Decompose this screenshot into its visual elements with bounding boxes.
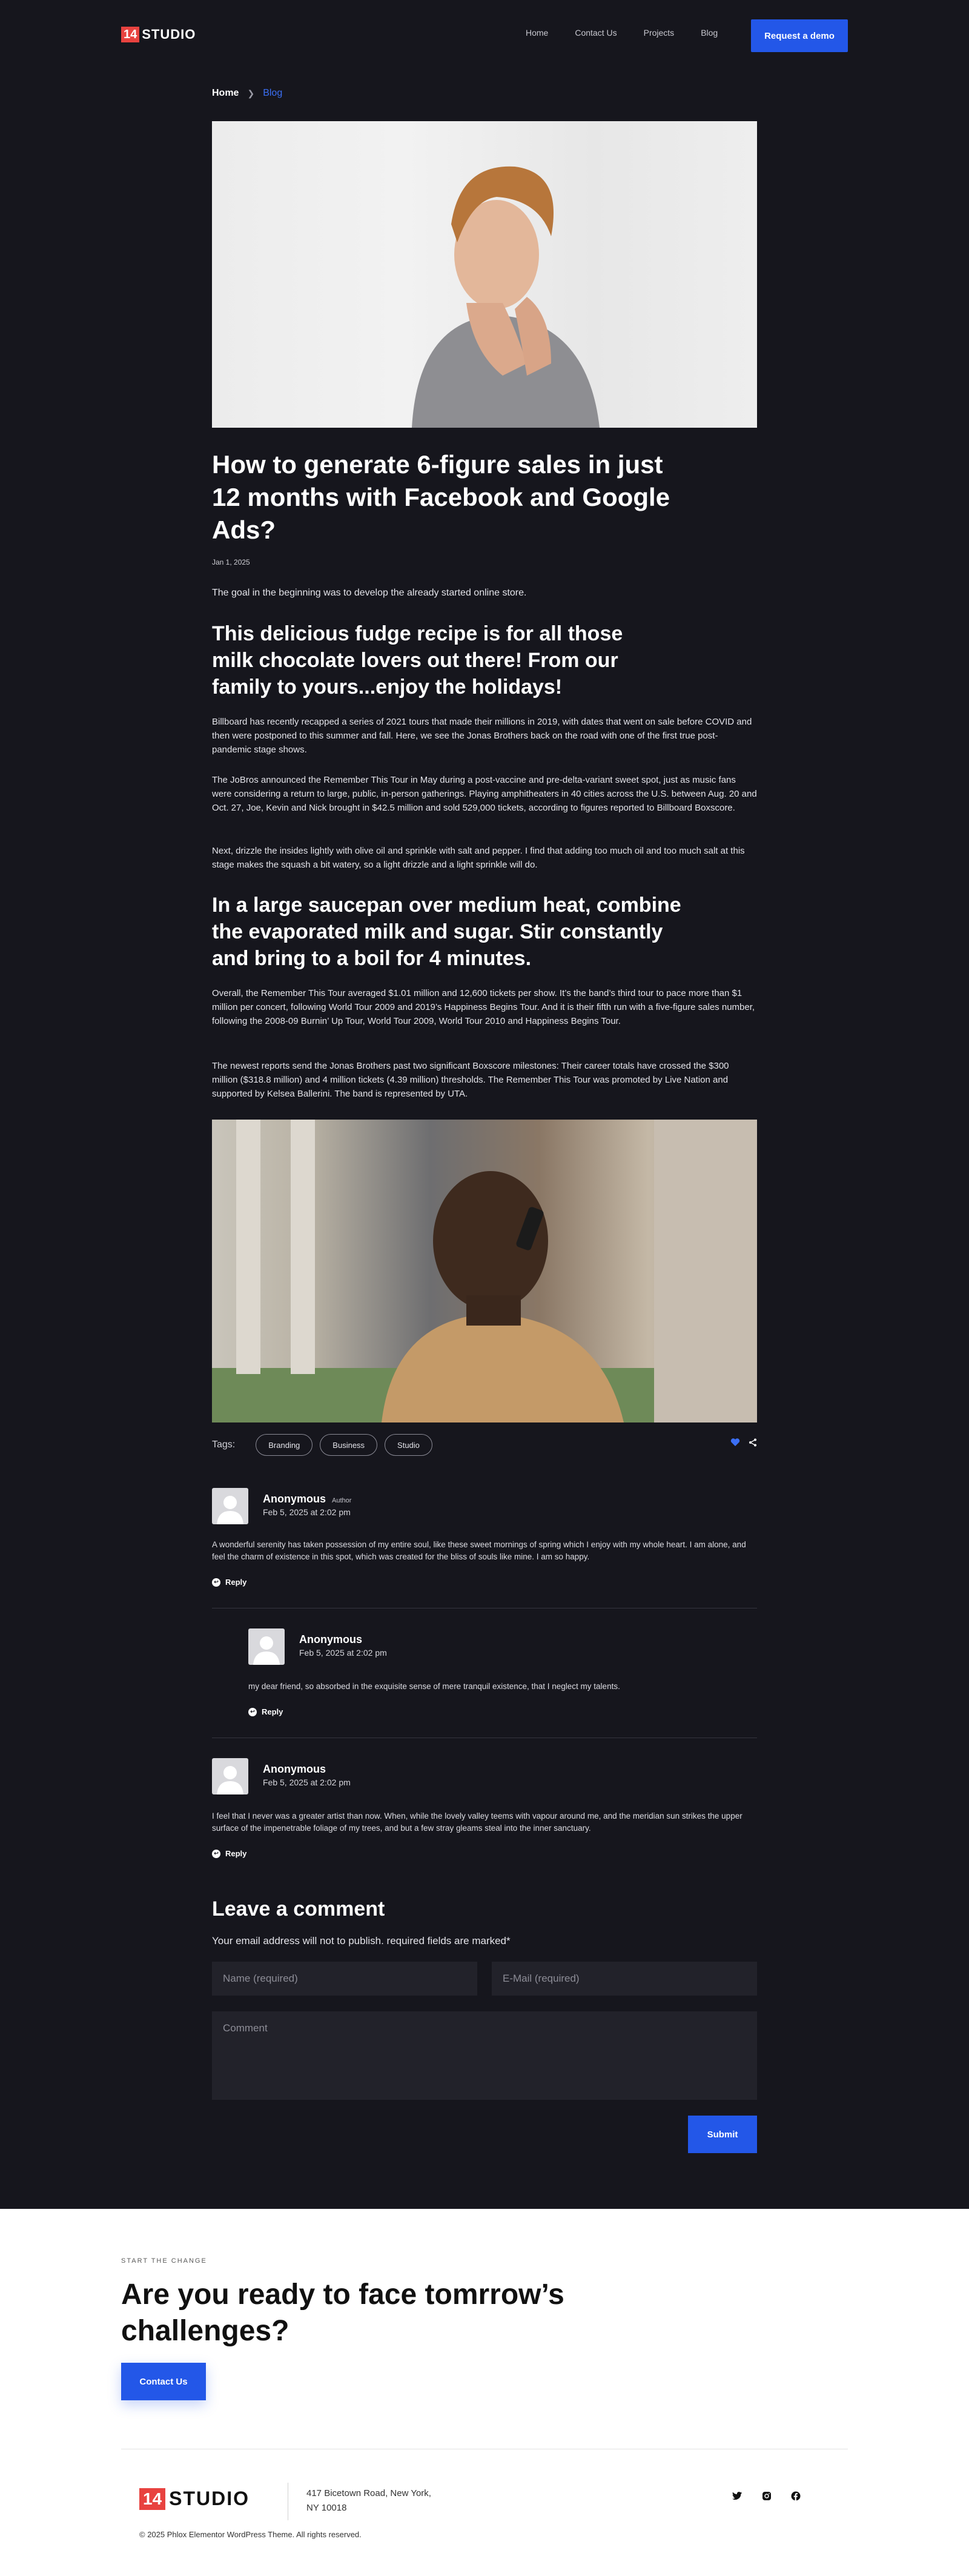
cta-title: Are you ready to face tomrrow’s challenges?	[121, 2279, 564, 2347]
author-badge: Author	[332, 1497, 352, 1504]
user-icon	[212, 1758, 248, 1794]
reply-label: Reply	[225, 1578, 247, 1587]
site-logo[interactable]	[121, 27, 196, 42]
comment-2	[248, 1628, 757, 1725]
post-paragraph-5: The newest reports send the Jonas Brothers past two significant Boxscore milestones: Their career totals have crossed the $300 million ($318.8 million) and 4 million tickets (4.39 million) thresholds. The Remember This Tour was promoted by Live Nation and supported by Kelsea Ballerini. The band is represented by UTA.	[212, 1061, 729, 1099]
footer-copyright: © 2025 Phlox Elementor WordPress Theme. All rights reserved.	[139, 2530, 362, 2539]
user-icon	[212, 1488, 248, 1524]
request-demo-button[interactable]: Request a demo	[751, 19, 848, 52]
reply-icon: ↩	[248, 1708, 257, 1716]
tags-label: Tags:	[212, 1439, 236, 1450]
avatar	[212, 1488, 248, 1524]
comment-1	[212, 1488, 757, 1597]
comment-date: Feb 5, 2025 at 2:02 pm	[263, 1778, 351, 1787]
post-intro: The goal in the beginning was to develop the already started online store.	[212, 588, 527, 598]
tag-studio[interactable]: Studio	[385, 1434, 432, 1456]
footer-logo[interactable]	[139, 2488, 250, 2510]
tag-business[interactable]: Business	[320, 1434, 377, 1456]
comment-3	[212, 1758, 757, 1867]
post-paragraph-2: The JoBros announced the Remember This Tour in May during a post-vaccine and pre-delta-variant sweet spot, just as music fans were considering a return to large, public, in-person gatherings. Playing amphitheaters in 40 cities across the U.S. between Aug. 20 and Oct. 27, Joe, Kevin and Nick brought in $42.5 million and sold 529,000 tickets, according to figures reported to Billboard Boxscore.	[212, 775, 757, 813]
heart-icon[interactable]	[730, 1438, 740, 1447]
chevron-right-icon: ❯	[247, 88, 255, 98]
logo-number: 14	[121, 27, 139, 42]
hero-portrait-illustration	[212, 121, 757, 428]
reply-icon: ↩	[212, 1850, 220, 1858]
cta-footer-section	[0, 2209, 969, 2576]
reply-icon: ↩	[212, 1578, 220, 1587]
post-image	[212, 1120, 757, 1422]
reply-label: Reply	[262, 1707, 283, 1716]
comment-date: Feb 5, 2025 at 2:02 pm	[299, 1648, 387, 1658]
nav-blog[interactable]: Blog	[701, 28, 718, 38]
reply-label: Reply	[225, 1849, 247, 1858]
site-header	[0, 0, 969, 70]
comment-author	[263, 1493, 351, 1505]
comment-text: A wonderful serenity has taken possession of my entire soul, like these sweet mornings of spring which I enjoy with my whole heart. I am alone, and feel the charm of existence in this spot, which was created for the bliss of souls like mine. I am so happy.	[212, 1540, 746, 1561]
comment-textarea[interactable]: Comment	[212, 2011, 757, 2100]
share-icon[interactable]	[749, 1438, 757, 1447]
reply-button[interactable]	[212, 1849, 246, 1858]
post-paragraph-1: Billboard has recently recapped a series of 2021 tours that made their millions in 2019, with dates that went on sale before COVID and then were postponed to this summer and fall. Here, we see the Jonas Brothers back on the road with one of the first true post-pandemic stage shows.	[212, 717, 752, 755]
comment-text: my dear friend, so absorbed in the exquisite sense of mere tranquil existence, that I neglect my talents.	[248, 1682, 620, 1691]
comment-author-name: Anonymous	[263, 1493, 326, 1505]
logo-number: 14	[139, 2488, 165, 2510]
avatar	[212, 1758, 248, 1794]
name-field[interactable]: Name (required)	[212, 1962, 477, 1996]
contact-us-button[interactable]: Contact Us	[121, 2363, 206, 2400]
cta-kicker: START THE CHANGE	[121, 2257, 207, 2265]
instagram-icon[interactable]	[762, 2491, 772, 2501]
submit-button[interactable]: Submit	[688, 2116, 757, 2153]
reply-button[interactable]	[248, 1707, 283, 1716]
logo-text: STUDIO	[142, 27, 196, 42]
avatar	[248, 1628, 285, 1665]
post-heading-2: In a large saucepan over medium heat, combine the evaporated milk and sugar. Stir constantly and bring to a boil for 4 minutes.	[212, 894, 681, 970]
post-paragraph-3: Next, drizzle the insides lightly with olive oil and sprinkle with salt and pepper. I find that adding too much oil and too much salt at this stage makes the squash a bit watery, so a light drizzle and a light sprinkle will do.	[212, 846, 745, 870]
post-title: How to generate 6-figure sales in just 12 months with Facebook and Google Ads?	[212, 450, 670, 544]
user-icon	[248, 1628, 285, 1665]
facebook-icon[interactable]	[791, 2491, 801, 2501]
comment-text: I feel that I never was a greater artist than now. When, while the lovely valley teems with vapour around me, and the meridian sun strikes the upper surface of the impenetrable foliage of my trees, and but a few stray gleams steal into the inner sanctuary.	[212, 1811, 742, 1833]
post-actions	[730, 1438, 757, 1447]
email-field[interactable]: E-Mail (required)	[492, 1962, 757, 1996]
man-on-phone-illustration	[212, 1120, 757, 1422]
post-paragraph-4: Overall, the Remember This Tour averaged $1.01 million and 12,600 tickets per show. It’s the band’s third tour to pace more than $1 million per concert, following World Tour 2009 and 2019’s Happiness Begins Tour. And it is their fifth run with a five-figure sales number, following the 2008-09 Burnin’ Up Tour, World Tour 2009, World Tour 2010 and Happiness Begins Tour.	[212, 988, 755, 1026]
post-date: Jan 1, 2025	[212, 558, 250, 566]
twitter-icon[interactable]	[732, 2491, 742, 2501]
hero-image	[212, 121, 757, 428]
footer-address: 417 Bicetown Road, New York, NY 10018	[306, 2488, 431, 2513]
nav-home[interactable]: Home	[526, 28, 549, 38]
reply-button[interactable]	[212, 1578, 246, 1587]
post-heading-1: This delicious fudge recipe is for all those milk chocolate lovers out there! From our family to yours...enjoy the holidays!	[212, 622, 623, 699]
breadcrumb	[212, 88, 282, 99]
leave-comment-subtitle: Your email address will not to publish. required fields are marked*	[212, 1935, 511, 1947]
comment-author-name: Anonymous	[263, 1763, 326, 1775]
nav-contact-us[interactable]: Contact Us	[575, 28, 617, 38]
tag-branding[interactable]: Branding	[256, 1434, 313, 1456]
leave-comment-title: Leave a comment	[212, 1897, 385, 1920]
comment-author-name: Anonymous	[299, 1633, 363, 1645]
comment-date: Feb 5, 2025 at 2:02 pm	[263, 1507, 351, 1517]
breadcrumb-current[interactable]: Blog	[263, 88, 283, 98]
main-nav	[526, 28, 744, 38]
social-links	[732, 2491, 801, 2501]
tags-row	[212, 1433, 757, 1456]
breadcrumb-home[interactable]: Home	[212, 88, 239, 98]
logo-text: STUDIO	[169, 2488, 250, 2509]
nav-projects[interactable]: Projects	[643, 28, 675, 38]
